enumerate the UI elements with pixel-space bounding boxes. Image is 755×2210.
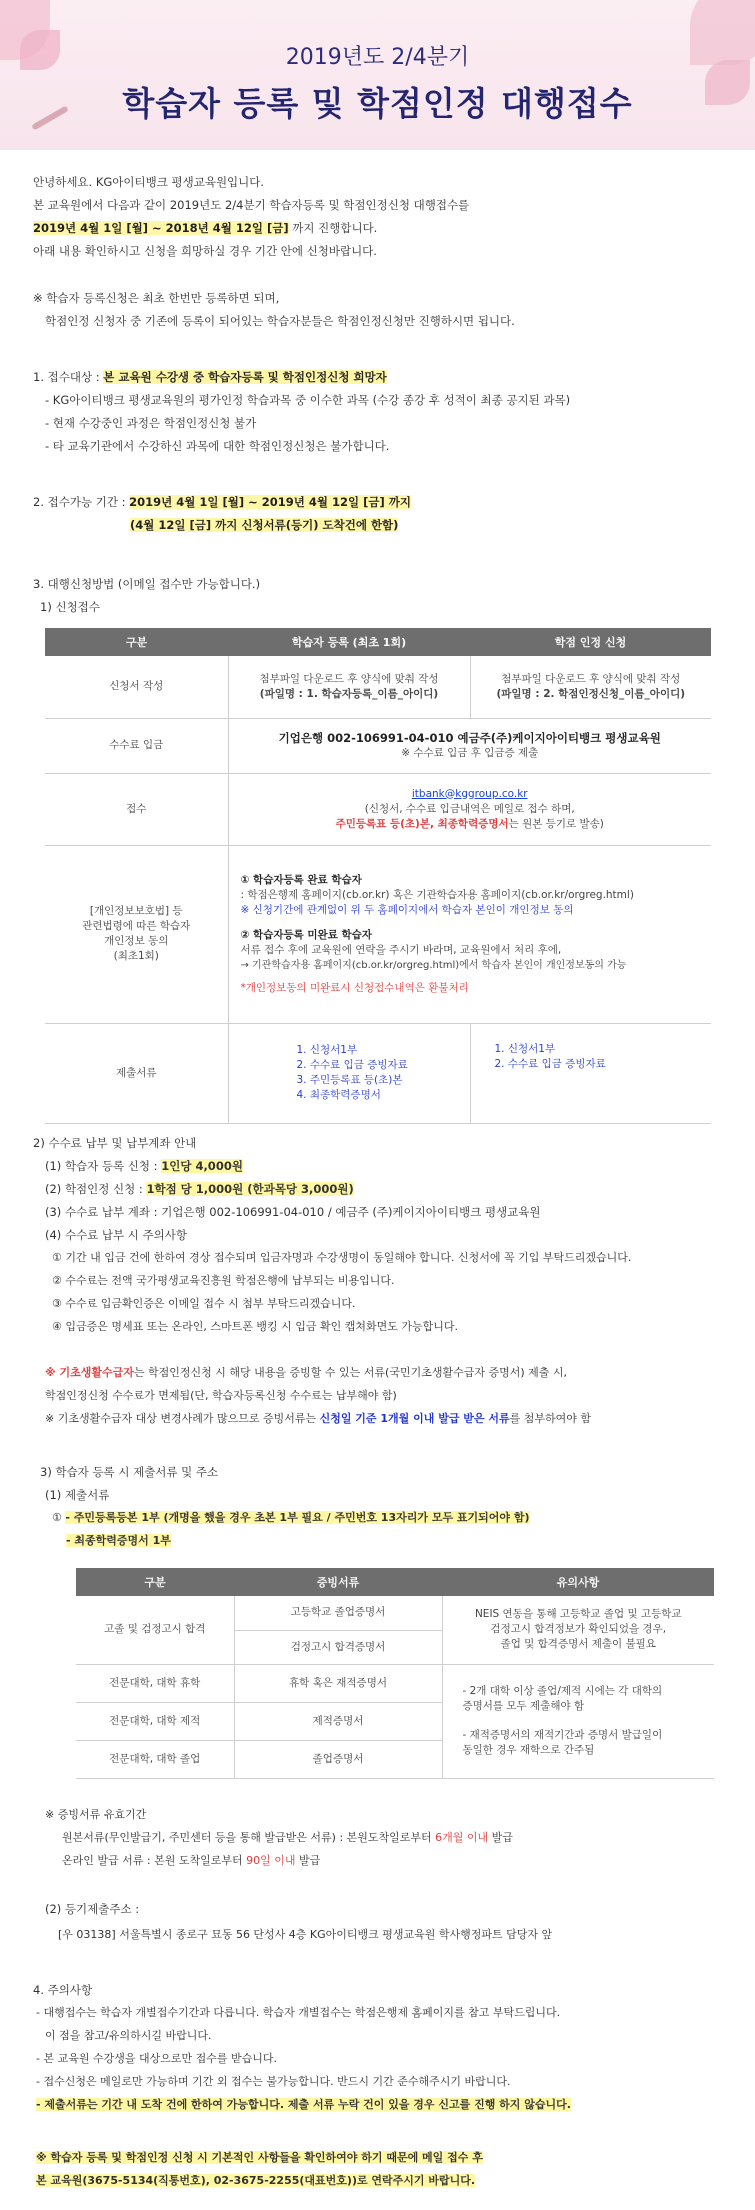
fees-line (45, 1180, 354, 1198)
table-header-cell: 구분 (76, 1568, 234, 1596)
header-banner (0, 0, 755, 150)
section2-highlight: 2019년 4월 1일 [월] ~ 2019년 4월 12일 [금] 까지 (129, 495, 411, 509)
final-notice-line (36, 2172, 475, 2190)
address-heading: (2) 등기제출주소 : (45, 1902, 140, 1916)
section1-highlight: 본 교육원 수강생 중 학습자등록 및 학점인정신청 희망자 (103, 370, 387, 384)
section4-line: 이 점을 참고/유의하시길 바랍니다. (45, 2029, 212, 2042)
table-header-cell: 증빙서류 (234, 1568, 442, 1596)
doc-item: 4. 최종학력증명서 (296, 1089, 381, 1101)
table-row (45, 845, 711, 1023)
cell-text: (신청서, 수수료 입금내역은 메일로 접수 하며, (364, 802, 575, 815)
cell-text: NEIS 연동을 통해 고등학교 졸업 및 고등학교 (474, 1608, 682, 1621)
cell-text: ① 학습자등록 완료 학습자 (240, 873, 362, 886)
cell-text: ② 학습자등록 미완료 학습자 (240, 928, 372, 941)
basic-line (45, 1410, 591, 1428)
basic-text: ※ 기초생활수급자 대상 변경사례가 많으므로 증빙서류는 (45, 1412, 320, 1425)
doc-item: 1. 신청서1부 (296, 1044, 358, 1056)
table-cell (228, 845, 711, 1023)
table-cell (228, 656, 470, 718)
intro-line: 안녕하세요. KG아이티뱅크 평생교육원입니다. (33, 175, 265, 189)
docs-highlight: - 최종학력증명서 1부 (66, 1534, 171, 1547)
cell-text: ※ 신청기간에 관계없이 위 두 홈페이지에서 학습자 본인이 개인정보 동의 (240, 903, 574, 916)
section4-highlight: - 제출서류는 기간 내 도착 건에 한하여 가능합니다. 제출 서류 누락 건이 있을 경우 신고를 진행 하지 않습니다. (36, 2098, 571, 2111)
validity-heading: ※ 증빙서류 유효기간 (45, 1808, 147, 1821)
cell-text: (파일명 : 1. 학습자등록_이름_아이디) (259, 687, 439, 700)
cell-text: - 2개 대학 이상 졸업/제적 시에는 각 대학의 (462, 1685, 663, 1697)
doc-item: 3. 주민등록표 등(초)본 (296, 1074, 403, 1086)
table-cell (442, 1664, 714, 1778)
row-label: 수수료 입금 (45, 718, 228, 773)
table-row (45, 656, 711, 718)
docs-item (52, 1509, 530, 1527)
basic-line: 학점인정신청 수수료가 면제됨(단, 학습자등록신청 수수료는 납부해야 함) (45, 1389, 397, 1402)
fees-note: ④ 입금증은 명세표 또는 온라인, 스마트폰 뱅킹 시 입금 확인 캡쳐화면도 가능합니다. (52, 1320, 458, 1333)
table-cell: 고등학교 졸업증명서 (234, 1596, 442, 1630)
fees-line: (3) 수수료 납부 계좌 : 기업은행 002-106991-04-010 / 예금주 (주)케이지아이티뱅크 평생교육원 (45, 1205, 541, 1219)
intro-period (33, 219, 377, 237)
cell-text: ※ 수수료 입금 후 입금증 제출 (401, 746, 539, 759)
notice-line: 학점인정 신청자 중 기존에 등록이 되어있는 학습자분들은 학점인정신청만 진행하시면 됩니다. (45, 314, 515, 328)
fees-line: (4) 수수료 납부 시 주의사항 (45, 1228, 188, 1242)
cell-text: 졸업 및 합격증명서 제출이 불필요 (500, 1638, 656, 1651)
intro-period-rest: 까지 진행합니다. (288, 221, 378, 235)
cell-text-red: *개인정보동의 미완료시 신청접수내역은 환불처리 (240, 981, 469, 994)
table-row (76, 1596, 714, 1630)
cell-text: 동일한 경우 재학으로 간주됨 (462, 1744, 595, 1756)
cell-text: → 기관학습자용 홈페이지(cb.or.kr/orgreg.html)에서 학습자 본인이 개인정보동의 가능 (240, 959, 627, 971)
section1-label: 1. 접수대상 : (33, 370, 104, 384)
fees-heading: 2) 수수료 납부 및 납부계좌 안내 (33, 1136, 197, 1150)
row-label-line: 관련법령에 따른 학습자 (82, 920, 191, 932)
table-header-cell: 유의사항 (442, 1568, 714, 1596)
table-cell: 검정고시 합격증명서 (234, 1630, 442, 1664)
cell-text: 서류 접수 후에 교육원에 연락을 주시기 바라며, 교육원에서 처리 후에, (240, 943, 562, 956)
doc-item: 1. 신청서1부 (494, 1042, 556, 1055)
validity-text: 발급 (295, 1854, 321, 1867)
fees-note: ① 기간 내 입금 건에 한하여 경상 접수되며 입금자명과 수강생명이 동일해야 합니다. 신청서에 꼭 기입 부탁드리겠습니다. (52, 1251, 632, 1264)
section4-heading: 4. 주의사항 (33, 1983, 93, 1997)
section1-bullet: - 현재 수강중인 과정은 학점인정신청 불가 (45, 416, 257, 430)
cell-text: 기업은행 002-106991-04-010 예금주(주)케이지아이티뱅크 평생교육원 (278, 730, 661, 745)
cell-text-red: 주민등록표 등(초)본, 최종학력증명서 (335, 817, 509, 830)
section2-label: 2. 접수가능 기간 : (33, 495, 130, 509)
basic-red: ※ 기초생활수급자 (45, 1366, 134, 1379)
row-label: 접수 (45, 773, 228, 845)
intro-line: 아래 내용 확인하시고 신청을 희망하실 경우 기간 안에 신청바랍니다. (33, 244, 377, 258)
row-label: 신청서 작성 (45, 656, 228, 718)
documents-table (76, 1568, 714, 1779)
section1-bullet: - KG아이티뱅크 평생교육원의 평가인정 학습과목 중 이수한 과목 (수강 종강 후 성적이 최종 공지된 과목) (45, 393, 571, 407)
section2-note-highlight: (4월 12일 [금] 까지 신청서류(등기) 도착건에 한함) (130, 518, 399, 532)
docs-num: ① (52, 1511, 66, 1524)
row-label: 전문대학, 대학 휴학 (76, 1664, 234, 1702)
section3-heading: 3. 대행신청방법 (이메일 접수만 가능합니다.) (33, 577, 261, 591)
section1-bullet: - 타 교육기관에서 수강하신 과목에 대한 학점인정신청은 불가합니다. (45, 439, 390, 453)
table-cell: 휴학 혹은 재적증명서 (234, 1664, 442, 1702)
row-label: 고졸 및 검정고시 합격 (76, 1596, 234, 1664)
row-label-line: [개인정보보호법] 등 (89, 905, 183, 917)
table-row (45, 1023, 711, 1123)
fees-highlight: 1학점 당 1,000원 (한과목당 3,000원) (146, 1182, 354, 1196)
table-row (45, 773, 711, 845)
table-cell: 제적증명서 (234, 1702, 442, 1740)
fees-label: (1) 학습자 등록 신청 : (45, 1159, 162, 1173)
docs-item (66, 1532, 171, 1550)
final-notice-line (36, 2149, 483, 2167)
validity-line (62, 1829, 513, 1847)
row-label (45, 845, 228, 1023)
cell-text: 증명서를 모두 제출해야 함 (462, 1700, 585, 1712)
table-cell (470, 1023, 711, 1123)
basic-text: 를 첨부하여야 함 (509, 1412, 591, 1425)
row-label: 전문대학, 대학 제적 (76, 1702, 234, 1740)
table-header-cell: 구분 (45, 628, 228, 656)
section2-heading (33, 493, 411, 511)
table-cell (228, 773, 711, 845)
validity-red: 6개월 이내 (435, 1831, 489, 1844)
validity-text: 원본서류(무인발급기, 주민센터 등을 통해 발급받은 서류) : 본원도착일로부터 (62, 1831, 436, 1844)
table-cell (228, 718, 711, 773)
table-header-row (45, 628, 711, 656)
address-line: [우 03138] 서울특별시 종로구 묘동 56 단성사 4층 KG아이티뱅크 평생교육원 학사행정파트 담당자 앞 (58, 1928, 553, 1941)
basic-line (45, 1364, 567, 1382)
section2-note (130, 516, 398, 534)
fees-line (45, 1157, 243, 1175)
docs-heading: 3) 학습자 등록 시 제출서류 및 주소 (40, 1465, 219, 1479)
table-cell (228, 1023, 470, 1123)
section4-line: - 대행접수는 학습자 개별접수기간과 다릅니다. 학습자 개별접수는 학점은행제 홈페이지를 참고 부탁드립니다. (36, 2006, 561, 2019)
docs-highlight: - 주민등록등본 1부 (개명을 했을 경우 초본 1부 필요 / 주민번호 13자리가 모두 표기되어야 함) (65, 1511, 530, 1524)
cell-text (235, 817, 706, 832)
row-label-line: 개인정보 동의 (104, 935, 169, 947)
basic-blue: 신청일 기준 1개월 이내 발급 받은 서류 (319, 1412, 510, 1425)
doc-item: 2. 수수료 입금 증빙자료 (296, 1059, 408, 1071)
fees-label: (2) 학점인정 신청 : (45, 1182, 147, 1196)
validity-text: 온라인 발급 서류 : 본원 도착일로부터 (62, 1854, 247, 1867)
cell-text: - 재적증명서의 재적기간과 증명서 발급일이 (462, 1729, 663, 1741)
fees-highlight: 1인당 4,000원 (161, 1159, 243, 1173)
page-title: 학습자 등록 및 학점인정 대행접수 (122, 84, 633, 123)
basic-text: 는 학점인정신청 시 해당 내용을 증빙할 수 있는 서류(국민기초생활수급자 증명서) 제출 시, (133, 1366, 567, 1379)
intro-period-highlight: 2019년 4월 1일 [월] ~ 2018년 4월 12일 [금] (33, 221, 289, 235)
cell-text: 첨부파일 다운로드 후 양식에 맞춰 작성 (501, 672, 681, 685)
table-row (76, 1664, 714, 1702)
final-notice-highlight: 본 교육원(3675-5134(직통번호), 02-3675-2255(대표번호))로 연락주시기 바랍니다. (36, 2174, 476, 2187)
application-table (45, 628, 711, 1124)
section3-sub: 1) 신청접수 (40, 600, 100, 614)
validity-text: 발급 (488, 1831, 513, 1844)
notice-line: ※ 학습자 등록신청은 최초 한번만 등록하면 되며, (33, 291, 280, 305)
table-header-cell: 학습자 등록 (최초 1회) (228, 628, 470, 656)
section4-line: - 본 교육원 수강생을 대상으로만 접수를 받습니다. (36, 2052, 277, 2065)
table-cell (470, 656, 711, 718)
table-cell (442, 1596, 714, 1664)
cell-text: (파일명 : 2. 학점인정신청_이름_아이디) (496, 687, 686, 700)
cell-text: 첨부파일 다운로드 후 양식에 맞춰 작성 (259, 672, 439, 685)
fees-note: ② 수수료는 전액 국가평생교육진흥원 학점은행에 납부되는 비용입니다. (52, 1274, 395, 1287)
cell-text: : 학점은행제 홈페이지(cb.or.kr) 혹은 기관학습자용 홈페이지(cb.or.kr/orgreg.html) (240, 888, 634, 901)
row-label-line: (최초1회) (113, 950, 159, 962)
docs-sub: (1) 제출서류 (45, 1488, 110, 1502)
row-label: 제출서류 (45, 1023, 228, 1123)
cell-text: 는 원본 등기로 발송) (508, 817, 604, 830)
validity-red: 90일 이내 (246, 1854, 296, 1867)
table-cell: 졸업증명서 (234, 1740, 442, 1778)
email-link[interactable]: itbank@kggroup.co.kr (411, 787, 528, 800)
section4-line: - 접수신청은 메일로만 가능하며 기간 외 접수는 불가능합니다. 반드시 기간 준수해주시기 바랍니다. (36, 2075, 511, 2088)
table-header-row (76, 1568, 714, 1596)
section4-line (36, 2096, 571, 2114)
header-subtitle: 2019년도 2/4분기 (285, 45, 470, 70)
section1-heading (33, 368, 387, 386)
fees-note: ③ 수수료 입금확인증은 이메일 접수 시 첨부 부탁드리겠습니다. (52, 1297, 356, 1310)
table-row (45, 718, 711, 773)
validity-line (62, 1852, 320, 1870)
doc-item: 2. 수수료 입금 증빙자료 (494, 1057, 606, 1070)
cell-text: 검정고시 합격정보가 확인되었을 경우, (490, 1623, 667, 1636)
row-label: 전문대학, 대학 졸업 (76, 1740, 234, 1778)
final-notice-highlight: ※ 학습자 등록 및 학점인정 신청 시 기본적인 사항들을 확인하여야 하기 때문에 메일 접수 후 (36, 2151, 483, 2164)
intro-line: 본 교육원에서 다음과 같이 2019년도 2/4분기 학습자등록 및 학점인정신청 대행접수를 (33, 198, 470, 212)
table-header-cell: 학점 인정 신청 (470, 628, 711, 656)
